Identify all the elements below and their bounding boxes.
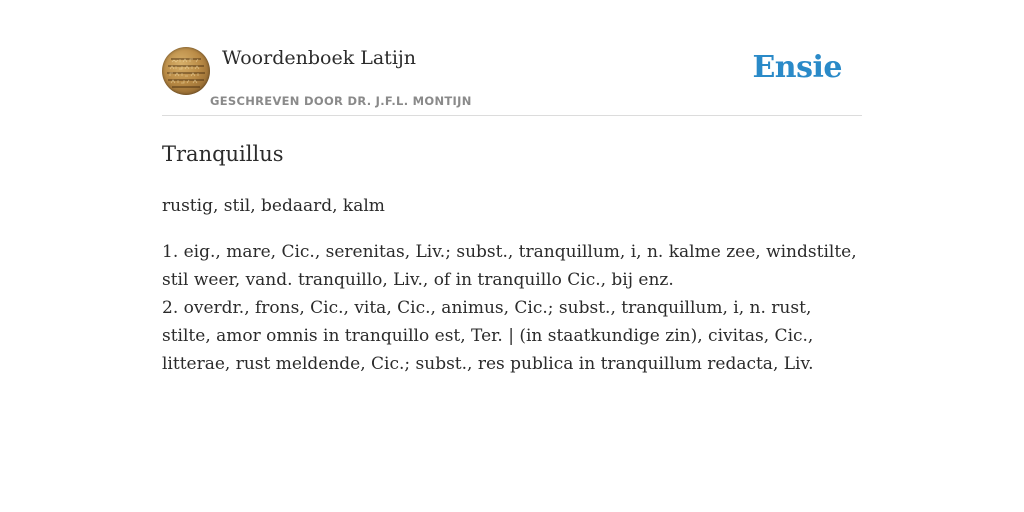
definition-sense-2: 2. overdr., frons, Cic., vita, Cic., animus, Cic.; subst., tranquillum, i, n. rust, stilte, amor omnis in tranquillo est, Ter. | (in staatkundige zin), civitas, Cic., litterae, rust meldende, Cic.; subst., res publica in tranquillum redacta, Liv. bbox=[162, 298, 814, 374]
ensie-logo[interactable]: Ensie bbox=[752, 50, 842, 85]
dictionary-title[interactable]: Woordenboek Latijn bbox=[222, 47, 417, 69]
coin-inscription-icon[interactable] bbox=[162, 47, 210, 95]
author-line: GESCHREVEN DOOR DR. J.F.L. MONTIJN bbox=[210, 94, 472, 108]
entry-card bbox=[162, 44, 862, 378]
entry-definition bbox=[162, 238, 862, 378]
dictionary-header bbox=[162, 44, 862, 116]
entry-headword: Tranquillus bbox=[162, 142, 284, 166]
entry-summary: rustig, stil, bedaard, kalm bbox=[162, 196, 385, 216]
definition-sense-1: 1. eig., mare, Cic., serenitas, Liv.; subst., tranquillum, i, n. kalme zee, windstilte, stil weer, vand. tranquillo, Liv., of in tranquillo Cic., bij enz. bbox=[162, 242, 857, 290]
